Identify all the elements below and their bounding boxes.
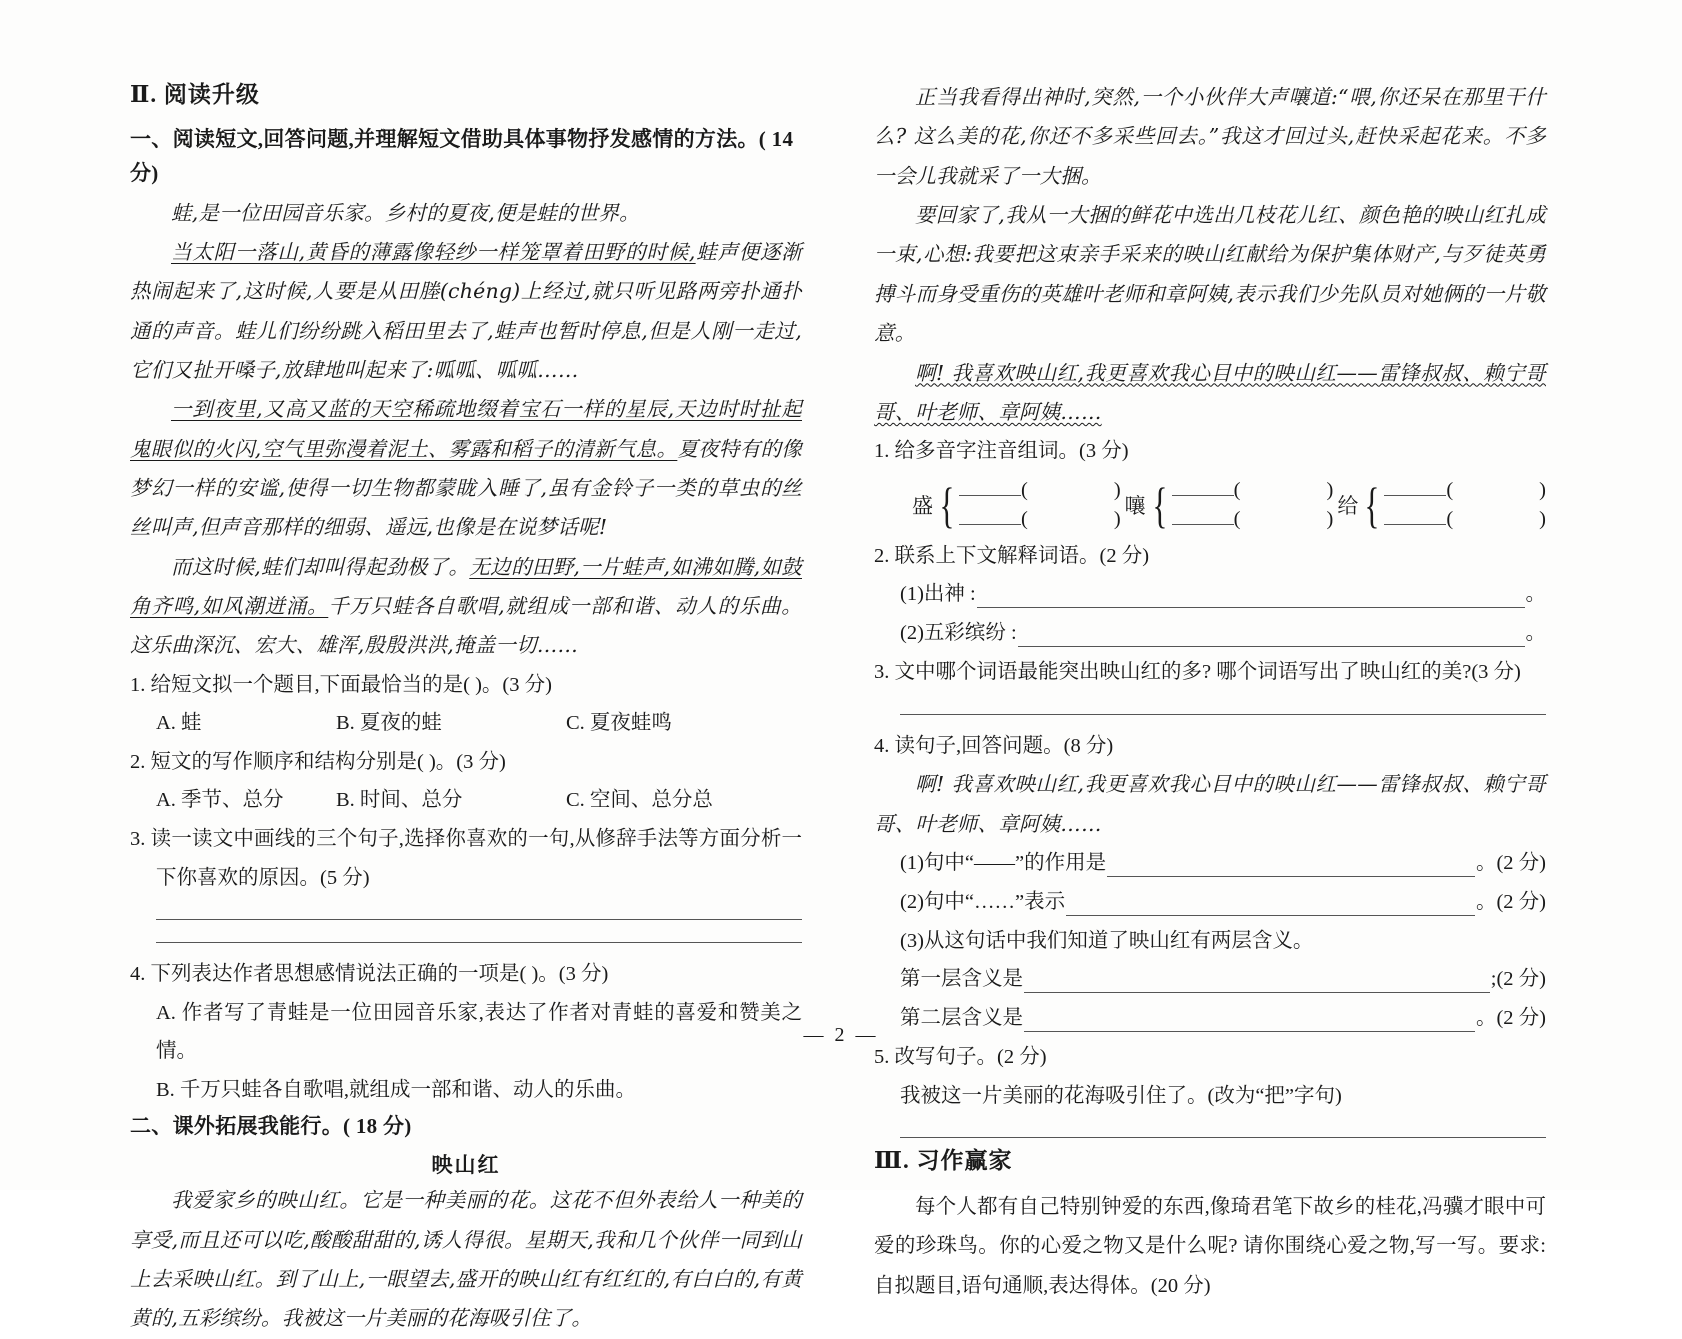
page-number: — 2 —: [803, 1024, 879, 1046]
option-2-c[interactable]: C. 空间、总分总: [566, 789, 713, 812]
question-1-options: [130, 704, 802, 743]
ext-q2-item-1-tail: 。: [1525, 583, 1546, 606]
ext-q4-meaning-2-label: 第二层含义是: [900, 1007, 1023, 1030]
reading-q1-heading: 一、阅读短文,回答问题,并理解短文借助具体事物抒发感情的方法。( 14 分): [130, 126, 794, 185]
ext-q2-item-2-label: (2)五彩缤纷 :: [900, 622, 1017, 645]
story-paragraph-1: 我爱家乡的映山红。它是一种美丽的花。这花不但外表给人一种美的享受,而且还可以吃,酸酸甜甜的,诱人得很。星期天,我和几个伙伴一同到山上去采映山红。到了山上,一眼望去,盛开的映山红有红红的,有白白的,有黄黄的,五彩缤纷。我被这一片美丽的花海吸引住了。: [130, 1188, 802, 1331]
ext-question-5-text: 5. 改写句子。(2 分): [874, 1046, 1047, 1069]
passage-paragraph-3: [130, 390, 802, 547]
passage-rest-4: 千万只蛙各自歌唱,就组成一部和谐、动人的乐曲。这乐曲深沉、宏大、雄浑,殷殷洪洪,掩盖一切……: [130, 594, 802, 658]
ext-q4-item-2-tail: 。(2 分): [1475, 890, 1546, 913]
ext-question-1-text: 1. 给多音字注音组词。(3 分): [874, 440, 1129, 463]
polyphone-char-3: 给: [1337, 493, 1359, 518]
pinyin-blank-3b[interactable]: [1384, 524, 1446, 525]
pinyin-blank-2b[interactable]: [1172, 524, 1234, 525]
passage-paragraph-4: [130, 548, 802, 666]
ext-q4-meaning-line-1[interactable]: [1024, 992, 1490, 993]
polyphone-item-3[interactable]: 给 { ( ) ( ): [1337, 476, 1546, 533]
passage-paragraph-2: [130, 233, 802, 390]
polyphone-group: [874, 476, 1546, 533]
polyphone-item-2[interactable]: 嚷 { ( ) ( ): [1124, 476, 1334, 533]
polyphone-item-1[interactable]: 盛 { ( ) ( ): [912, 476, 1121, 533]
passage-rest-2: 蛙声便逐渐热闹起来了,这时候,人要是从田塍(chéng)上经过,就只听见路两旁扑通扑通的声音。蛙儿们纷纷跳入稻田里去了,蛙声也暂时停息,但是人刚一走过,它们又扯开嗓子,放肆地叫起来了:呱呱、呱呱……: [130, 239, 803, 382]
ext-q2-answer-line-1[interactable]: [977, 607, 1525, 608]
brace-icon: {: [1152, 476, 1168, 533]
ext-question-4-text: 4. 读句子,回答问题。(8 分): [874, 734, 1114, 757]
underlined-sentence-1: 当太阳一落山,黄昏的薄露像轻纱一样笼罩着田野的时候,: [171, 239, 696, 264]
pinyin-blank-1b[interactable]: [959, 524, 1021, 525]
ext-q4-meaning-1-tail: ;(2 分): [1490, 968, 1546, 991]
question-2-options: [130, 781, 802, 820]
polyphone-char-2: 嚷: [1124, 493, 1146, 518]
underlined-sentence-2: 一到夜里,又高又蓝的天空稀疏地缀着宝石一样的星辰,天边时时扯起鬼眼似的火闪,空气里弥漫着泥土、雾露和稻子的清新气息。: [130, 397, 802, 461]
question-3-text: 3. 读一读文中画线的三个句子,选择你喜欢的一句,从修辞手法等方面分析一下你喜欢的原因。(5 分): [130, 827, 802, 889]
ext-question-2-text: 2. 联系上下文解释词语。(2 分): [874, 544, 1150, 567]
question-1-text: 1. 给短文拟一个题目,下面最恰当的是( )。(3 分): [130, 673, 552, 696]
option-4-b[interactable]: B. 千万只蛙各自歌唱,就组成一部和谐、动人的乐曲。: [156, 1078, 637, 1101]
option-1-b[interactable]: B. 夏夜的蛙: [336, 712, 442, 735]
ext-q4-answer-line-2[interactable]: [1066, 915, 1475, 916]
option-2-b[interactable]: B. 时间、总分: [336, 789, 463, 812]
passage-rest-3: 夏夜特有的像梦幻一样的安谧,使得一切生物都蒙眬入睡了,虽有金铃子一类的草虫的丝丝叫声,但声音那样的细弱、遥远,也像是在说梦话呢!: [130, 436, 802, 540]
ext-q4-item-3: (3)从这句话中我们知道了映山红有两层含义。: [900, 929, 1314, 952]
two-column-layout: [130, 78, 1550, 1339]
ext-q4-item-1-tail: 。(2 分): [1475, 851, 1546, 874]
story-title: 映山红: [431, 1153, 501, 1178]
question-2-text: 2. 短文的写作顺序和结构分别是( )。(3 分): [130, 750, 506, 773]
ext-q4-item-2: [874, 883, 1546, 922]
option-1-c[interactable]: C. 夏夜蛙鸣: [566, 712, 672, 735]
essay-prompt: 每个人都有自己特别钟爱的东西,像琦君笔下故乡的桂花,冯骥才眼中可爱的珍珠鸟。你的心爱之物又是什么呢? 请你围绕心爱之物,写一写。要求:自拟题目,语句通顺,表达得体。(20 分): [874, 1195, 1546, 1297]
story-paragraph-4: 啊! 我喜欢映山红,我更喜欢我心目中的映山红——雷锋叔叔、赖宁哥哥、叶老师、章阿姨……: [874, 360, 1546, 424]
ext-q4-answer-line-1[interactable]: [1107, 876, 1475, 877]
ext-q4-meaning-1: [874, 960, 1546, 999]
ext-q4-quote: 啊! 我喜欢映山红,我更喜欢我心目中的映山红——雷锋叔叔、赖宁哥哥、叶老师、章阿姨……: [874, 772, 1546, 836]
pinyin-blank-3a[interactable]: [1384, 495, 1446, 496]
left-column: [130, 78, 802, 1339]
ext-q5-sentence: 我被这一片美丽的花海吸引住了。(改为“把”字句): [900, 1084, 1342, 1107]
ext-q2-answer-line-2[interactable]: [1018, 646, 1525, 647]
ext-q2-item-1: [874, 575, 1546, 614]
story-paragraph-2: 正当我看得出神时,突然,一个小伙伴大声嚷道:“喂,你还呆在那里干什么? 这么美的花,你还不多采些回去。”我这才回过头,赶快采起花来。不多一会儿我就采了一大捆。: [874, 85, 1546, 188]
section-title-reading: Ⅱ. 阅读升级: [130, 82, 260, 107]
ext-q2-item-2-tail: 。: [1525, 622, 1546, 645]
reading-q2-heading: 二、课外拓展我能行。( 18 分): [130, 1114, 412, 1139]
right-column: [874, 78, 1546, 1339]
ext-q4-item-1-label: (1)句中“——”的作用是: [900, 851, 1107, 874]
option-2-a[interactable]: A. 季节、总分: [156, 789, 284, 812]
brace-icon: {: [1364, 476, 1380, 533]
ext-q4-meaning-1-label: 第一层含义是: [900, 968, 1023, 991]
answer-line-q3-1[interactable]: [156, 919, 802, 920]
option-4-a[interactable]: A. 作者写了青蛙是一位田园音乐家,表达了作者对青蛙的喜爱和赞美之情。: [156, 1001, 802, 1063]
ext-q4-item-1: [874, 844, 1546, 883]
ext-q2-item-2: [874, 614, 1546, 653]
pinyin-blank-2a[interactable]: [1172, 495, 1234, 496]
ext-question-3-text: 3. 文中哪个词语最能突出映山红的多? 哪个词语写出了映山红的美?(3 分): [874, 661, 1521, 684]
ext-q4-meaning-2-tail: 。(2 分): [1475, 1007, 1546, 1030]
brace-icon: {: [939, 476, 955, 533]
polyphone-char-1: 盛: [912, 493, 933, 518]
story-paragraph-3: 要回家了,我从一大捆的鲜花中选出几枝花儿红、颜色艳的映山红扎成一束,心想:我要把这束亲手采来的映山红献给为保护集体财产,与歹徒英勇搏斗而身受重伤的英雄叶老师和章阿姨,表示我们少先队员对她俩的一片敬意。: [874, 203, 1546, 346]
passage-lead-4: 而这时候,蛙们却叫得起劲极了。: [171, 554, 470, 579]
option-1-a[interactable]: A. 蛙: [156, 712, 202, 735]
passage-paragraph-1: 蛙,是一位田园音乐家。乡村的夏夜,便是蛙的世界。: [171, 200, 640, 225]
pinyin-blank-1a[interactable]: [959, 495, 1021, 496]
question-4-text: 4. 下列表达作者思想感情说法正确的一项是( )。(3 分): [130, 963, 609, 986]
ext-q4-item-2-label: (2)句中“……”表示: [900, 890, 1066, 913]
underlined-sentence-3: 无边的田野,一片蛙声,如沸如腾,如鼓角齐鸣,如风潮迸涌。: [130, 554, 802, 619]
ext-q2-item-1-label: (1)出神 :: [900, 583, 976, 606]
section-title-writing: Ⅲ. 习作赢家: [874, 1148, 1013, 1174]
